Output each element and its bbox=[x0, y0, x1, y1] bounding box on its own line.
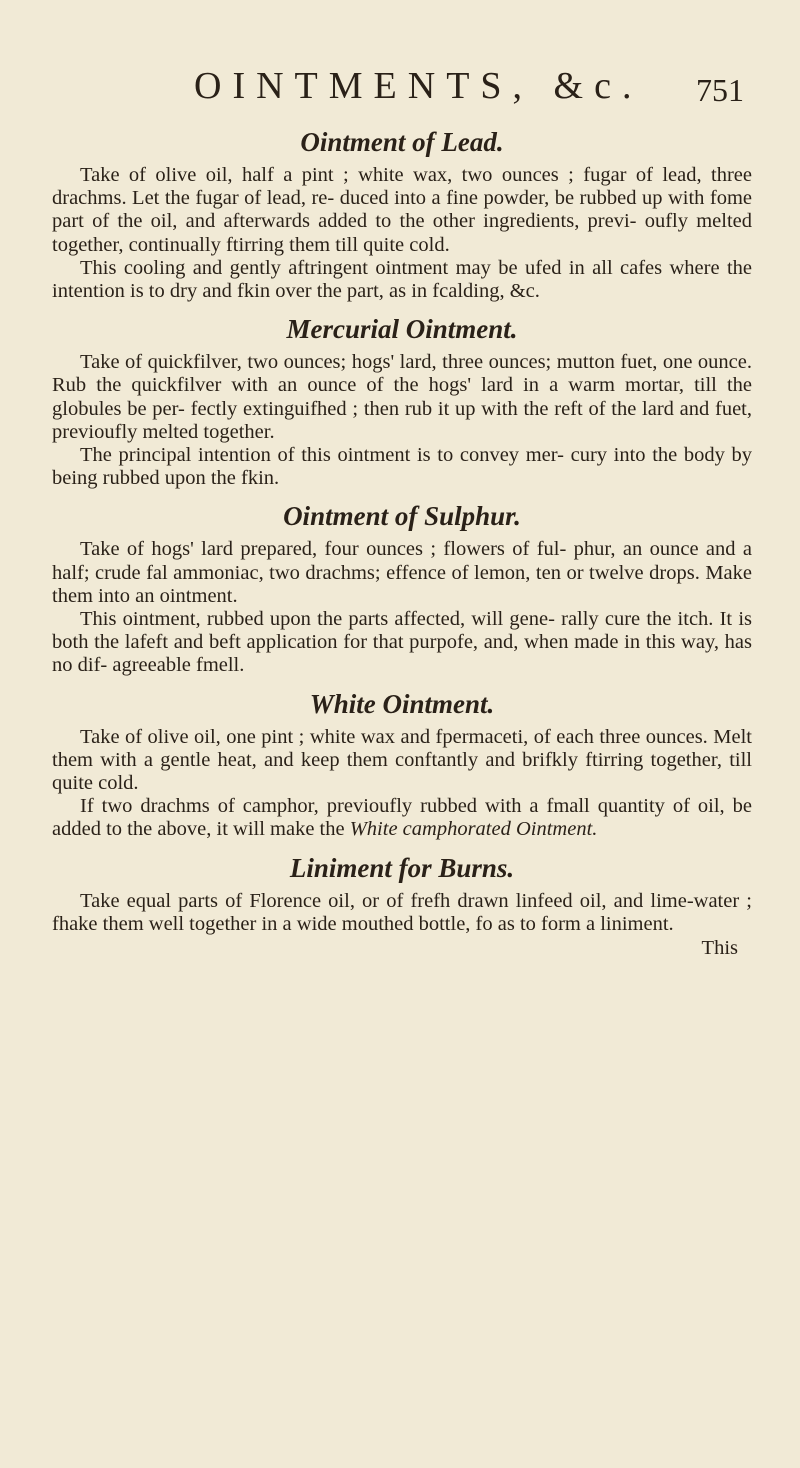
paragraph: Take of hogs' lard prepared, four ounces ; flowers of ful- phur, an ounce and a half; crude fal ammoniac, two drachms; effence of lemon, ten or twelve drops. Make them into an ointment. bbox=[52, 538, 752, 607]
section-ointment-of-lead bbox=[52, 124, 752, 303]
paragraph: The principal intention of this ointment is to convey mer- cury into the body by being rubbed upon the fkin. bbox=[52, 444, 752, 490]
catchword: This bbox=[701, 937, 738, 960]
section-ointment-of-sulphur bbox=[52, 498, 752, 677]
paragraph: This cooling and gently aftringent ointment may be ufed in all cafes where the intention is to dry and fkin over the part, as in fcalding, &c. bbox=[52, 256, 752, 303]
running-head bbox=[52, 64, 752, 124]
paragraph: Take of quickfilver, two ounces; hogs' lard, three ounces; mutton fuet, one ounce. Rub the quickfilver with an ounce of the hogs' lard in a warm mortar, till the globules be per- fectly extinguifhed ; then rub it up with the reft of the lard and fuet, previoufly melted together. bbox=[52, 351, 752, 443]
page bbox=[52, 64, 752, 960]
section-mercurial-ointment bbox=[52, 311, 752, 490]
section-heading: Liniment for Burns. bbox=[289, 852, 515, 883]
paragraph: Take of olive oil, half a pint ; white wax, two ounces ; fugar of lead, three drachms. Let the fugar of lead, re- duced into a fine powder, be rubbed up with fome part of the oil, and afterwards added to the other ingredients, previ- oufly melted together, continually ftirring them till quite cold. bbox=[52, 164, 752, 256]
italic-term: White camphorated Ointment. bbox=[349, 818, 598, 841]
paragraph: Take of olive oil, one pint ; white wax and fpermaceti, of each three ounces. Melt them with a gentle heat, and keep them conftantly and brifkly ftirring together, till quite cold. bbox=[52, 725, 752, 795]
section-white-ointment bbox=[52, 686, 752, 842]
paragraph: This ointment, rubbed upon the parts affected, will gene- rally cure the itch. It is both the lafeft and beft application for that purpofe, and, when made in this way, has no dif- agreeable fmell. bbox=[52, 608, 752, 677]
running-head-title: OINTMENTS, &c. bbox=[194, 65, 643, 107]
section-heading: Mercurial Ointment. bbox=[286, 314, 518, 345]
section-liniment-for-burns bbox=[52, 850, 752, 936]
section-heading: Ointment of Lead. bbox=[300, 127, 504, 157]
paragraph-text: If two drachms of camphor, previoufly rubbed with a fmall quantity of oil, be added to the above, it will make the bbox=[52, 795, 752, 841]
page-number: 751 bbox=[696, 72, 744, 108]
section-heading: White Ointment. bbox=[309, 688, 495, 719]
paragraph-with-italic-tail bbox=[52, 795, 752, 841]
section-heading: Ointment of Sulphur. bbox=[283, 501, 521, 532]
paragraph: Take equal parts of Florence oil, or of frefh drawn linfeed oil, and lime-water ; fhake them well together in a wide mouthed bottle, fo as to form a liniment. bbox=[52, 889, 752, 935]
